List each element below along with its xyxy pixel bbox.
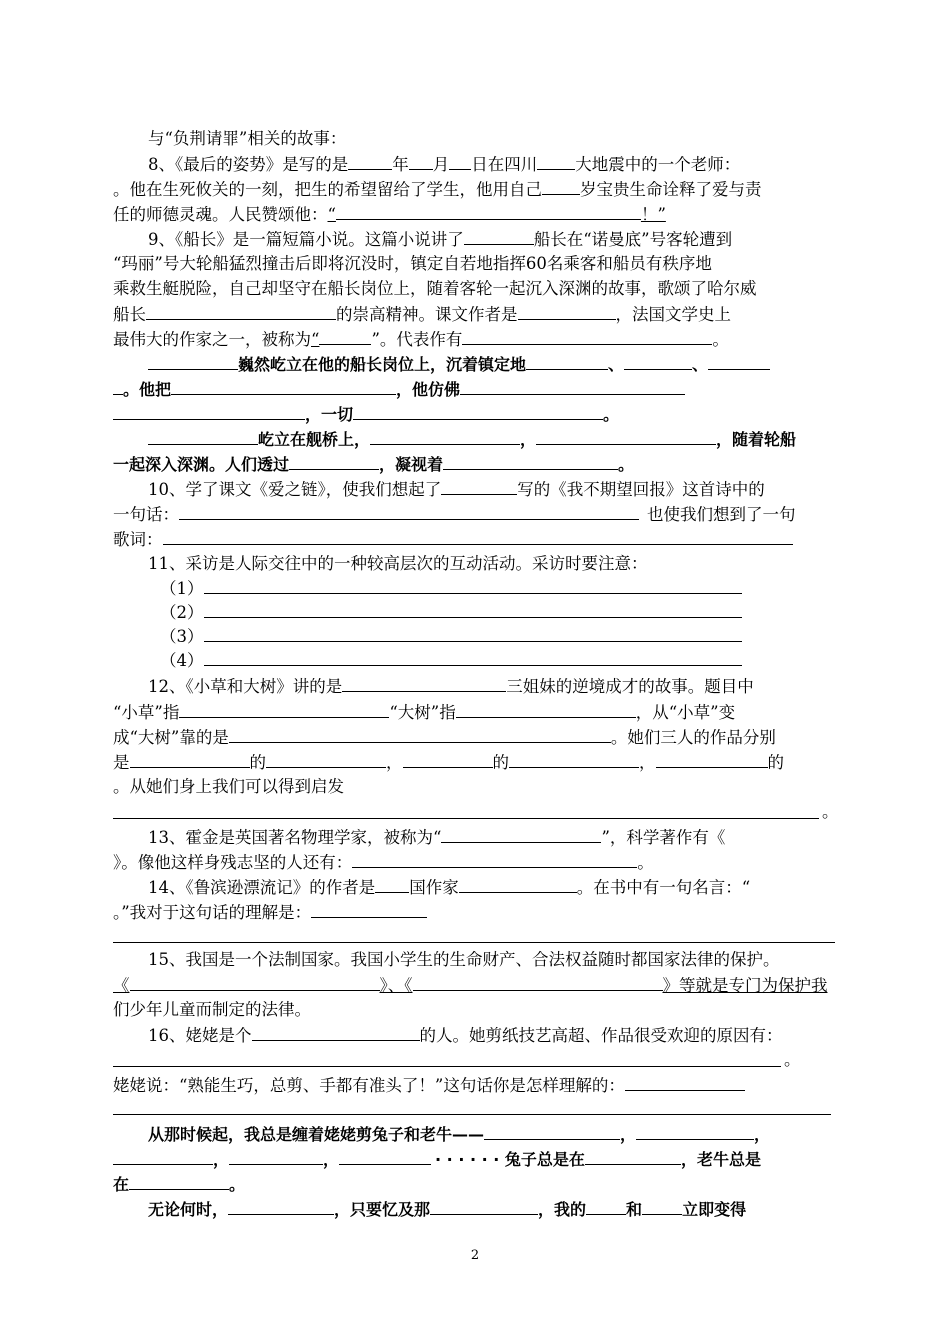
question-15: 15、我国是一个法制国家。我国小学生的生命财产、合法权益随时都国家法律的保护。 [148, 950, 780, 969]
text-line: 是 的 ， 的 ， 的 [113, 750, 843, 774]
text-line: ， ， · · · · · · 兔子总是在 ，老牛总是 [113, 1147, 843, 1171]
question-14: 14、《鲁滨逊漂流记》的作者是 国作家 。在书中有一句名言：“ [148, 875, 843, 899]
answer-line [113, 1066, 781, 1067]
answer-line [113, 942, 835, 943]
question-11: 11、采访是人际交往中的一种较高层次的互动活动。采访时要注意： [148, 554, 648, 573]
text-line: 乘救生艇脱险，自己却坚守在船长岗位上，随着客轮一起沉入深渊的故事，歌颂了哈尔威 [113, 279, 757, 298]
text-line: 。他在生死攸关的一刻，把生的希望留给了学生，他用自己 岁宝贵生命诠释了爱与责 [113, 177, 843, 201]
question-8: 8、《最后的姿势》是写的是 年 月 日在四川 大地震中的一个老师： [148, 152, 843, 176]
text-line: 。 [822, 802, 839, 821]
text-line: 一起深入深渊。人们透过 ，凝视着 。 [113, 452, 843, 476]
list-item: （1） [160, 576, 890, 600]
page-number: 2 [470, 1248, 480, 1263]
question-10: 10、学了课文《爱之链》，使我们想起了 写的《我不期望回报》这首诗中的 [148, 477, 843, 501]
text-line: 。 [784, 1050, 801, 1069]
text-line: 与“负荆请罪”相关的故事： [148, 129, 347, 148]
answer-line [113, 1114, 831, 1115]
text-line: 成“大树”靠的是 。她们三人的作品分别 [113, 725, 843, 749]
text-line: 。从她们身上我们可以得到启发 [113, 777, 344, 796]
text-line: 屹立在舰桥上， ， ，随着轮船 [148, 427, 843, 451]
text-line: 巍然屹立在他的船长岗位上，沉着镇定地 、 、 [148, 352, 843, 376]
text-line: 在 。 [113, 1172, 843, 1196]
text-line: 最伟大的作家之一，被称为“ ”。代表作有 。 [113, 327, 843, 351]
text-line: 。他把 ，他仿佛 [113, 377, 843, 401]
list-item: （3） [160, 624, 890, 648]
text-line: 一句话： 也使我们想到了一句 [113, 502, 843, 526]
text-line: 从那时候起，我总是缠着姥姥剪兔子和老牛—— ， ， [148, 1122, 843, 1146]
text-line: 姥姥说：“熟能生巧，总剪、手都有准头了！”这句话你是怎样理解的： [113, 1073, 843, 1097]
text-line: 》。像他这样身残志坚的人还有： 。 [113, 850, 843, 874]
text-line: 任的师德灵魂。人民赞颂他：“ ！” [113, 202, 843, 226]
text-line: 们少年儿童而制定的法律。 [113, 1000, 311, 1019]
answer-line [113, 818, 819, 819]
text-line: ，一切 。 [113, 402, 843, 426]
list-item: （4） [160, 648, 890, 672]
question-9: 9、《船长》是一篇短篇小说。这篇小说讲了 船长在“诺曼底”号客轮遭到 [148, 227, 843, 251]
question-16: 16、姥姥是个 的人。她剪纸技艺高超、作品很受欢迎的原因有： [148, 1023, 843, 1047]
text-line: 歌词： [113, 527, 843, 551]
text-line: 船长 的崇高精神。课文作者是 ，法国文学史上 [113, 302, 843, 326]
question-12: 12、《小草和大树》讲的是 三姐妹的逆境成才的故事。题目中 [148, 674, 843, 698]
text-line: 无论何时， ，只要忆及那 ，我的 和 立即变得 [148, 1197, 843, 1221]
text-line: “小草”指 “大树”指 ，从“小草”变 [113, 700, 843, 724]
text-line: 。”我对于这句话的理解是： [113, 900, 843, 924]
text-line: 《 》、《 》等就是专门为保护我 [113, 973, 843, 997]
text-line: “玛丽”号大轮船猛烈撞击后即将沉没时，镇定自若地指挥60名乘客和船员有秩序地 [113, 254, 712, 273]
list-item: （2） [160, 600, 890, 624]
question-13: 13、霍金是英国著名物理学家，被称为“ ”，科学著作有《 [148, 825, 843, 849]
